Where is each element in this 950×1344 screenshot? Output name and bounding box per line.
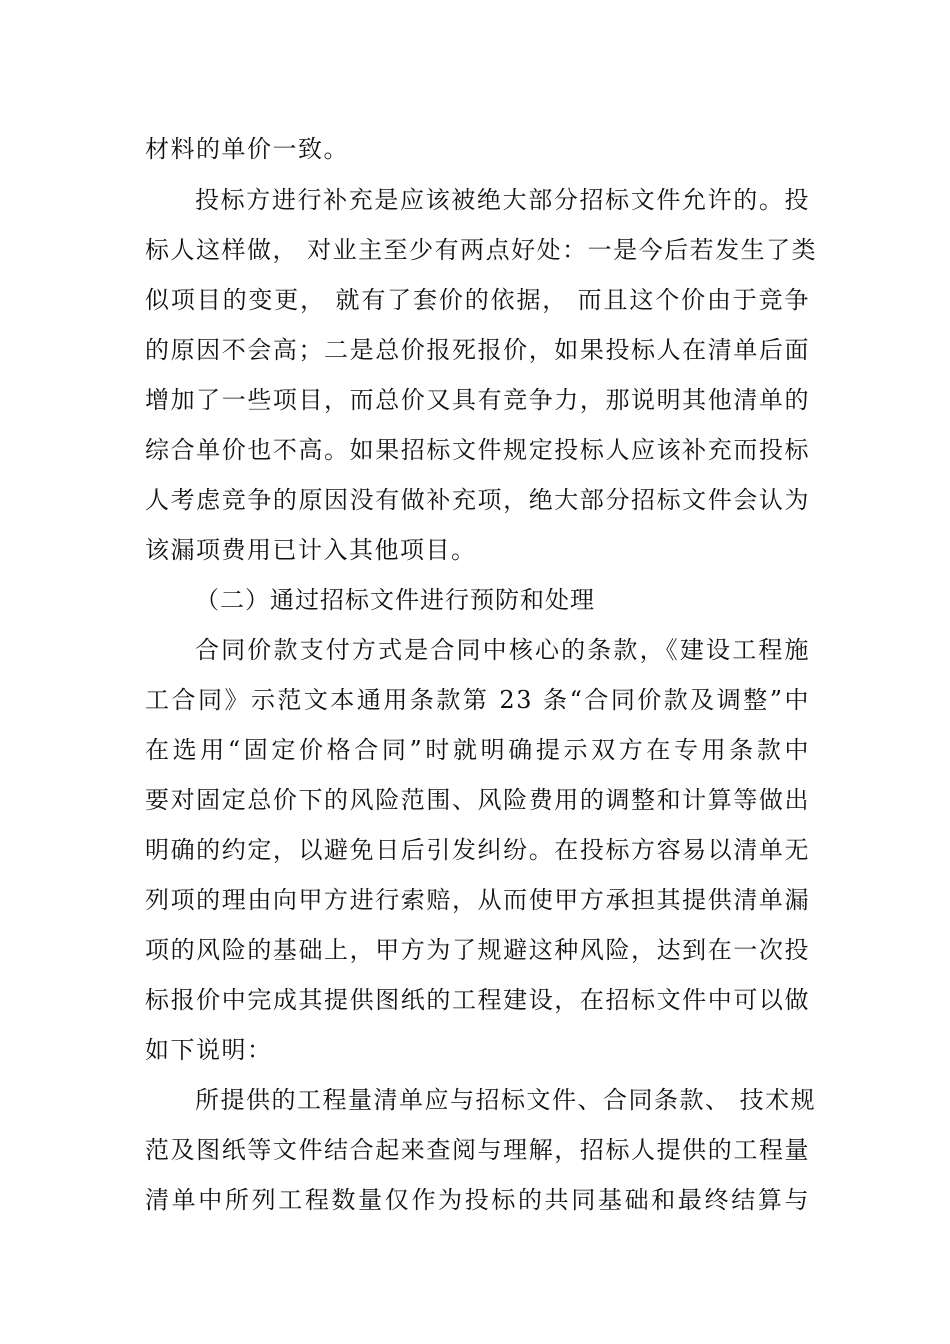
text-line: 项的风险的基础上，甲方为了规避这种风险，达到在一次投 (145, 936, 810, 964)
text-line: 材料的单价一致。 (145, 135, 349, 163)
text-line: 似项目的变更， 就有了套价的依据， 而且这个价由于竞争 (145, 286, 810, 314)
text-line: 工合同》示范文本通用条款第 23 条“合同价款及调整”中 (145, 686, 810, 714)
text-line: 清单中所列工程数量仅作为投标的共同基础和最终结算与 (145, 1186, 810, 1214)
text-line: 列项的理由向甲方进行索赔，从而使甲方承担其提供清单漏 (145, 886, 810, 914)
text-line: 标报价中完成其提供图纸的工程建设，在招标文件中可以做 (145, 986, 810, 1014)
text-line: 范及图纸等文件结合起来查阅与理解，招标人提供的工程量 (145, 1136, 810, 1164)
text-line: 增加了一些项目，而总价又具有竞争力，那说明其他清单的 (145, 386, 810, 414)
text-line: 要对固定总价下的风险范围、风险费用的调整和计算等做出 (145, 786, 810, 814)
text-line: 的原因不会高；二是总价报死报价，如果投标人在清单后面 (145, 336, 810, 364)
text-line: 该漏项费用已计入其他项目。 (145, 536, 477, 564)
paragraph-first-line: 合同价款支付方式是合同中核心的条款，《建设工程施 (195, 636, 810, 664)
paragraph-first-line: 所提供的工程量清单应与招标文件、合同条款、 技术规 (195, 1086, 817, 1114)
text-line: 如下说明： (145, 1036, 273, 1064)
text-line: 标人这样做， 对业主至少有两点好处：一是今后若发生了类 (145, 236, 818, 264)
text-line: 明确的约定，以避免日后引发纠纷。在投标方容易以清单无 (145, 836, 810, 864)
text-line: 人考虑竞争的原因没有做补充项，绝大部分招标文件会认为 (145, 486, 810, 514)
paragraph-first-line: 投标方进行补充是应该被绝大部分招标文件允许的。投 (195, 186, 810, 214)
text-line: 综合单价也不高。如果招标文件规定投标人应该补充而投标 (145, 436, 810, 464)
section-heading: （二）通过招标文件进行预防和处理 (195, 586, 595, 614)
text-line: 在选用“固定价格合同”时就明确提示双方在专用条款中 (145, 736, 810, 764)
